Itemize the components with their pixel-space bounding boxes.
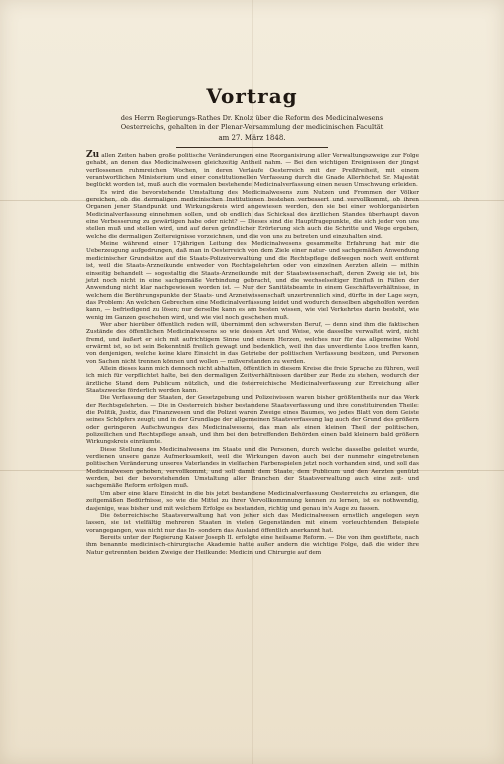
body-paragraph: Meine während einer 17jährigen Leitung des Medicinalwesens gesammelte Erfahrung hat mir die Ueberzeugung aufgedrungen, daß man in Oesterreich von dem Ziele einer natur- und sachgemäßen Anwendung medicinischer Grundsätze auf die Staats-Polizeiverwaltung und die Rechtspflege deßwegen noch weit entfernt ist, weil die Staats-Arzneikunde entweder von Rechtsgelehrten oder von einzelnen Aerzten allein — mithin einseitig behandelt — sogestaltig die Staats-Arzneikunde mit der Staatswissenschaft, deren Zweig sie ist, bis jetzt noch nicht in eine sachgemäße Verbindung gebracht, und die wechselseitiger Einfluß in Fällen der Anwendung nicht klar nachgewiesen worden ist. — Nur der Sanitätsbeamte in einem Geschäftsverhältnisse, in welchem die Berührungspunkte der Staats- und Arzneiwissenschaft unzertrennlich sind, dürfte in der Lage seyn, das Problem: An welchen Gebrechen eine Medicinalverfassung leidet und wodurch denselben abgeholfen werden kann, — befriedigend zu lösen; nur derselbe kann es am besten wissen, wie viel Verkehrtes darin besteht, wie wenig im Ganzen geschehen wird, und wie viel noch geschehen muß. (86, 241, 419, 321)
document-subtitle-line-1: des Herrn Regierungs-Rathes Dr. Knolz über die Reform des Medicinalwesens (120, 114, 384, 122)
document-date: am 27. März 1848. (218, 134, 286, 142)
body-paragraph: Die Verfassung der Staaten, der Gesetzgebung und Polizeiwissen waren bisher größtentheils nur das Werk der Rechtsgelehrten. — Die in Oesterreich bisher bestandene Staatsverfassung und ihre constituirenden Theile: die Politik, Justiz, das Finanzwesen und die Polizei waren Zweige eines Baumes, wo jedes Blatt von dem Geiste seines Schöpfers zeugt; und in der Grundlage der allgemeinen Staatsverfassung lag auch der Grund des größern oder geringeren Aufschwunges des Medicinalwesens, das man als einen kleinen Theil der politischen, polizeilichen und Rechtspflege ansah, und ihm bei den betreffenden Behörden einen bald kleinern bald größern Wirkungskreis einräumte. (86, 395, 419, 446)
body-paragraph: Wer aber hierüber öffentlich reden will, übernimmt den schwersten Beruf, — denn sind ihm die faktischen Zustände des öffentlichen Medicinalwesens so wie dessen Art und Weise, wie dasselbe verwaltet wird, nicht fremd, und äußert er sich mit aufrichtigem Sinne und einem Herzen, welches nur für das allgemeine Wohl erwärmt ist, so ist sein Bekenntniß freilich gewagt und bedenklich, weil ihn das unverdiente Loos treffen kann, von denjenigen, welche keine klare Einsicht in das Getriebe der politischen Verfassung besitzen, und Personen von Sachen nicht trennen können und wollen — mißverstanden zu werden. (86, 321, 419, 365)
body-paragraph: Es wird die bevorstehende Umstaltung des Medicinalwesens zum Nutzen und Frommen der Völker gereichen, ob die dermaligen medicinischen Institutionen bestehen verbessert und vervollkommt, ob ihren Organen jener Standpunkt und Wirkungskreis wird angewiesen werden, den sie bei einer wohlorganisirten Medicinalverfassung einnehmen sollen, und ob endlich das Schicksal des ärztlichen Standes überhaupt davon eine Verbesserung zu gewärtigen habe oder nicht? — Dieses sind die Hauptfragepunkte, die sich jeder von uns stellen muß und stellen wird, und auf deren gründlicher Erörterung sich auch die Schritte und Wege ergeben, welche die dermaligen Zeitereignisse vorzeichnen, und die von uns zu betreten und einzuhalten sind. (86, 189, 419, 240)
body-paragraph: Bereits unter der Regierung Kaiser Joseph II. erfolgte eine heilsame Reform. — Die von ihm gestiftete, nach ihm benannte medicinisch-chirurgische Akademie hatte außer andern die wichtige Folge, daß die wider ihre Natur getrennten beiden Zweige der Heilkunde: Medicin und Chirurgie auf dem (86, 534, 419, 556)
body-paragraph: Um aber eine klare Einsicht in die bis jetzt bestandene Medicinalverfassung Oesterreichs zu erlangen, die zeitgemäßen Bedürfnisse, so wie die Mittel zu ihrer Vervollkommnung kennen zu lernen, ist es nothwendig, dasjenige, was bisher und mit welchem Erfolge es bestanden, richtig und genau in's Auge zu fassen. (86, 490, 419, 512)
body-paragraph: Die österreichische Staatsverwaltung hat von jeher sich das Medicinalwesen ernstlich angelegen seyn lassen, sie ist vielfältig mehreren Staaten in vielen Gegenständen mit einem vorleuchtenden Beispiele vorangegangen, was nicht nur das In- sondern das Ausland öffentlich anerkannt hat. (86, 512, 419, 534)
body-paragraph: Allein dieses kann mich dennoch nicht abhalten, öffentlich in diesem Kreise die freie Sprache zu führen, weil ich mich für verpflichtet halte, bei den dermaligen Zeitverhältnissen darüber zur Rede zu stehen, wodurch der ärztliche Stand dem Publicum nützlich, und die österreichische Medicinalverfassung zur Erreichung aller Staatszwecke förderlich werden kann. (86, 365, 419, 394)
body-paragraph: Diese Stellung des Medicinalwesens im Staate und die Personen, durch welche dasselbe geleitet wurde, verdienen unsere ganze Aufmerksamkeit, weil die Wirkungen davon auch bei der nunmehr eingetretenen politischen Veränderung unseres Vaterlandes in vielfachen Farbenspielen jetzt noch vorhanden sind, und soll das Medicinalwesen gehoben, vervollkommt, und soll damit dem Staate, dem Publicum und den Aerzten genützt werden, bei der bevorstehenden Umstaltung aller Branchen der Staatsverwaltung auch eine zeit- und sachgemäße Reform erfolgen muß. (86, 446, 419, 490)
document-body (86, 152, 419, 557)
paragraph-text: allen Zeiten haben große politische Veränderungen eine Reorganisirung aller Verwaltungszweige zur Folge gehabt, an denen das Medicinalwesen gleichzeitig Antheil nahm. — Bei den wichtigen Ereignissen der jüngst verflossenen ruhmreichen Wochen, in deren Verlaufe Oesterreich mit der Preßfreiheit, mit einem verantwortlichen Ministerium und einer constitutionellen Verfassung durch die Gnade Allerhöchst Sr. Majestät beglückt worden ist, muß auch die vormalen bestehende Medicinalverfassung einen neuen Umschwung erleiden. (86, 153, 419, 189)
document-header (60, 84, 444, 142)
initial-letters: Zu (86, 150, 100, 160)
body-paragraph (86, 152, 419, 190)
document-subtitle-line-2: Oesterreichs, gehalten in der Plenar-Versammlung der medicinischen Facultät (120, 123, 384, 131)
document-title: Vortrag (206, 84, 298, 108)
header-rule (176, 147, 328, 148)
